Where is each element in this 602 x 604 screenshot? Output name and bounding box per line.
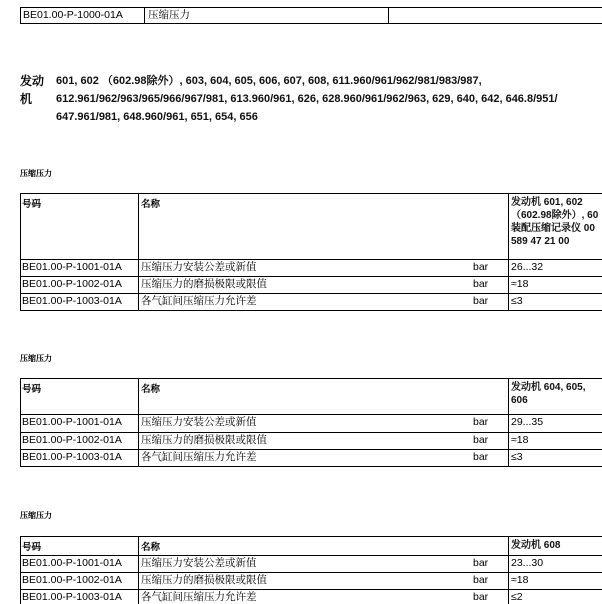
col-code-header: 号码: [21, 194, 139, 259]
header-name: 压缩压力: [145, 8, 389, 23]
engine-label-line2: 机: [20, 92, 33, 106]
row-code: BE01.00-P-1003-01A: [21, 294, 139, 310]
section-title: 压缩压力: [20, 169, 52, 178]
col-value-header-line: 发动机 601, 602: [511, 197, 583, 208]
table-header-row: [21, 194, 602, 260]
row-value: ≤3: [511, 295, 523, 307]
row-value: ≤3: [511, 451, 523, 463]
header-code: BE01.00-P-1000-01A: [21, 8, 145, 23]
table-row: [21, 294, 602, 311]
row-code: BE01.00-P-1003-01A: [21, 450, 139, 466]
col-code-header: 号码: [21, 537, 139, 555]
table-row: [21, 556, 602, 573]
row-value: ≈18: [511, 434, 529, 446]
section-title: 压缩压力: [20, 354, 52, 363]
table-row: [21, 415, 602, 433]
row-unit: bar: [473, 591, 489, 603]
table-row: [21, 433, 602, 450]
row-unit: bar: [473, 574, 489, 586]
row-name: 压缩压力安装公差或新值: [139, 260, 509, 276]
col-value-header: [509, 537, 602, 555]
row-value: ≈18: [511, 278, 529, 290]
col-value-header-line: 606: [511, 395, 528, 406]
row-name: 各气缸间压缩压力允许差: [139, 294, 509, 310]
col-name-header: 名称: [139, 537, 509, 555]
table-row: [21, 260, 602, 277]
row-name: 各气缸间压缩压力允许差: [139, 450, 509, 466]
col-value-header-line: 589 47 21 00: [511, 236, 570, 247]
row-name: 各气缸间压缩压力允许差: [139, 590, 509, 604]
row-unit: bar: [473, 278, 489, 290]
col-value-header-line: （602.98除外）, 60: [511, 210, 599, 221]
row-unit: bar: [473, 434, 489, 446]
engine-list: [56, 72, 558, 126]
row-unit: bar: [473, 261, 489, 273]
row-code: BE01.00-P-1001-01A: [21, 260, 139, 276]
row-unit: bar: [473, 557, 489, 569]
table-row: [21, 573, 602, 590]
spec-table: [20, 193, 602, 311]
table-row: [21, 450, 602, 467]
spec-table: [20, 378, 602, 467]
row-name: 压缩压力的磨损极限或限值: [139, 277, 509, 293]
table-header-row: [21, 537, 602, 556]
row-value: ≈18: [511, 574, 529, 586]
engine-label-line1: 发动: [20, 74, 45, 88]
engine-list-line: 601, 602 （602.98除外）, 603, 604, 605, 606, 607, 608, 611.960/961/962/981/983/987,: [56, 75, 482, 87]
engine-label: [20, 72, 50, 108]
row-name: 压缩压力的磨损极限或限值: [139, 433, 509, 449]
row-code: BE01.00-P-1002-01A: [21, 433, 139, 449]
engine-list-line: 647.961/981, 648.960/961, 651, 654, 656: [56, 111, 258, 123]
col-name-header: 名称: [139, 379, 509, 414]
row-code: BE01.00-P-1002-01A: [21, 573, 139, 589]
col-code-header: 号码: [21, 379, 139, 414]
col-value-header-line: 装配压缩记录仪 00: [511, 223, 595, 234]
row-unit: bar: [473, 451, 489, 463]
col-value-header-line: 发动机 604, 605,: [511, 382, 586, 393]
section-title: 压缩压力: [20, 511, 52, 520]
row-name: 压缩压力安装公差或新值: [139, 556, 509, 572]
row-value: 26...32: [511, 261, 544, 273]
col-value-header: [509, 194, 602, 259]
table-header-row: [21, 379, 602, 415]
row-code: BE01.00-P-1002-01A: [21, 277, 139, 293]
col-value-header: [509, 379, 602, 414]
row-name: 压缩压力的磨损极限或限值: [139, 573, 509, 589]
header-row: [20, 7, 602, 24]
row-code: BE01.00-P-1003-01A: [21, 590, 139, 604]
col-name-header: 名称: [139, 194, 509, 259]
row-value: 29...35: [511, 416, 544, 428]
row-name: 压缩压力安装公差或新值: [139, 415, 509, 432]
table-row: [21, 590, 602, 604]
row-code: BE01.00-P-1001-01A: [21, 415, 139, 432]
row-code: BE01.00-P-1001-01A: [21, 556, 139, 572]
spec-table: [20, 536, 602, 604]
engine-list-line: 612.961/962/963/965/966/967/981, 613.960/961, 626, 628.960/961/962/963, 629, 640, 642, 646.8/951/: [56, 93, 558, 105]
table-row: [21, 277, 602, 294]
row-unit: bar: [473, 416, 489, 428]
col-value-header-line: 发动机 608: [511, 540, 561, 551]
row-value: ≤2: [511, 591, 523, 603]
row-unit: bar: [473, 295, 489, 307]
row-value: 23...30: [511, 557, 544, 569]
